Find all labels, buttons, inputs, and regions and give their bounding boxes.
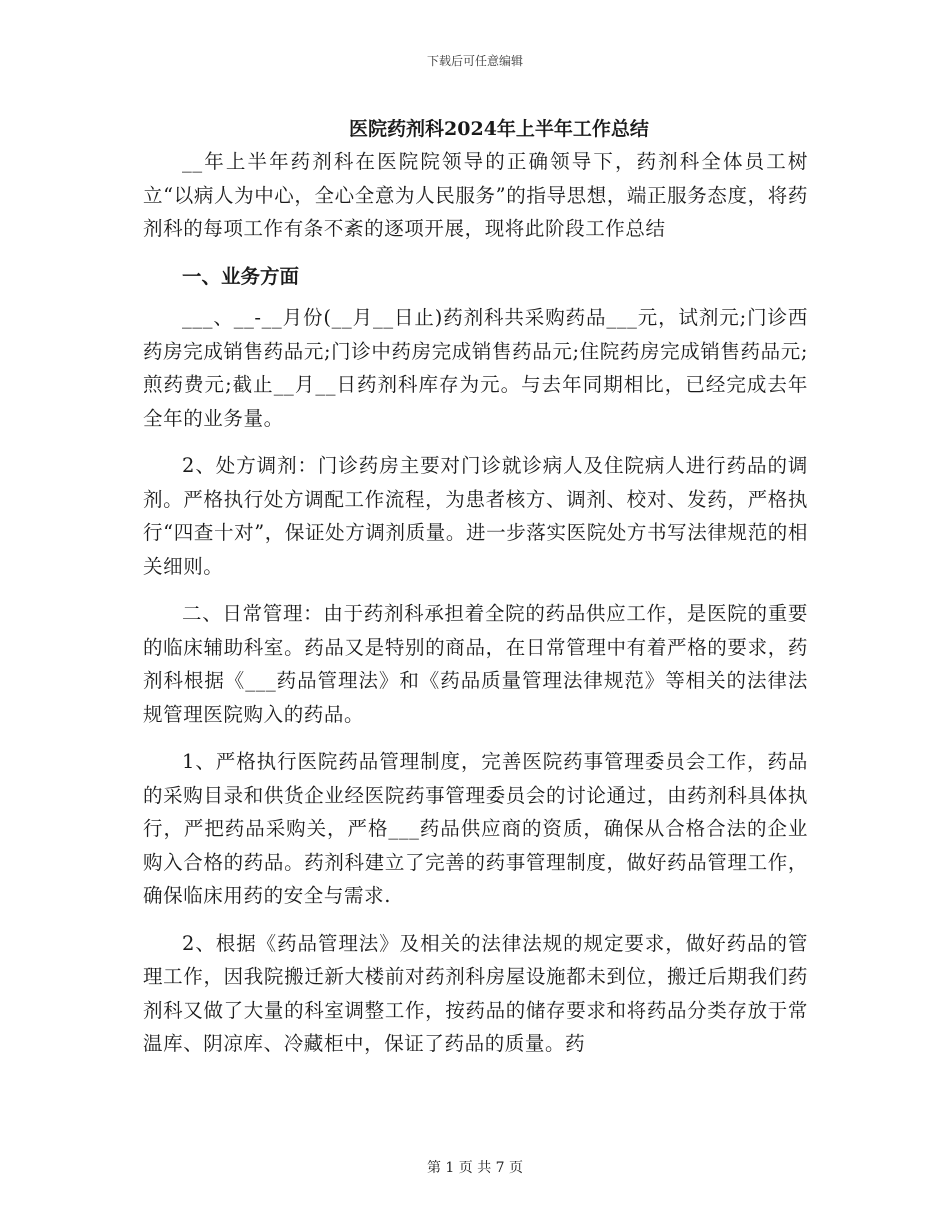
management-paragraph-2: 2、根据《药品管理法》及相关的法律法规的规定要求，做好药品的管理工作，因我院搬迁新大楼前对药剂科房屋设施都未到位，搬迁后期我们药剂科又做了大量的科室调整工作，按药品的储存要求和将药品分类存放于常温库、阴凉库、冷藏柜中，保证了药品的质量。药 [143,931,808,1055]
document-title: 医院药剂科2024年上半年工作总结 [349,118,649,140]
daily-management-paragraph: 二、日常管理：由于药剂科承担着全院的药品供应工作，是医院的重要的临床辅助科室。药品又是特别的商品，在日常管理中有着严格的要求，药剂科根据《___药品管理法》和《药品质量管理法律规范》等相关的法律法规管理医院购入的药品。 [143,602,808,726]
page-header-note: 下载后可任意编辑 [426,54,523,68]
business-paragraph-1: ___、__-__月份(__月__日止)药剂科共采购药品___元，试剂元;门诊西药房完成销售药品元;门诊中药房完成销售药品元;住院药房完成销售药品元;煎药费元;截止__月__日药剂科库存为元。与去年同期相比，已经完成去年全年的业务量。 [143,306,808,430]
business-paragraph-2: 2、处方调剂：门诊药房主要对门诊就诊病人及住院病人进行药品的调剂。严格执行处方调配工作流程，为患者核方、调剂、校对、发药，严格执行“四查十对”，保证处方调剂质量。进一步落实医院处方书写法律规范的相关细则。 [143,454,808,578]
management-paragraph-1: 1、严格执行医院药品管理制度，完善医院药事管理委员会工作，药品的采购目录和供货企业经医院药事管理委员会的讨论通过，由药剂科具体执行，严把药品采购关，严格___药品供应商的资质，确保从合格合法的企业购入合格的药品。药剂科建立了完善的药事管理制度，做好药品管理工作，确保临床用药的安全与需求. [143,750,808,907]
document-body [143,145,808,1075]
section-heading-business: 一、业务方面 [182,264,300,288]
intro-paragraph: __年上半年药剂科在医院院领导的正确领导下，药剂科全体员工树立“以病人为中心，全心全意为人民服务”的指导思想，端正服务态度，将药剂科的每项工作有条不紊的逐项开展，现将此阶段工作总结 [143,150,808,240]
page-number: 第 1 页 共 7 页 [426,1160,524,1176]
